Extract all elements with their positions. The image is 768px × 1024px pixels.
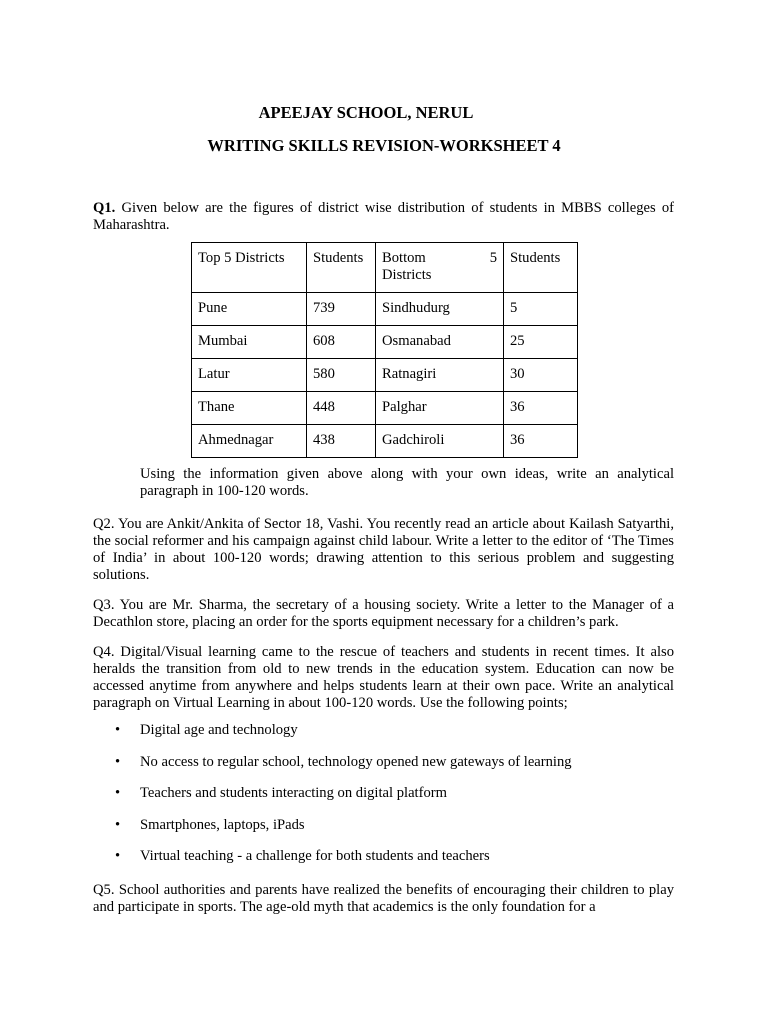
- question-4-points: [93, 722, 572, 880]
- table-cell: 25: [504, 326, 578, 359]
- table-cell: 30: [504, 359, 578, 392]
- table-row: [192, 326, 578, 359]
- table-cell: Ahmednagar: [192, 425, 307, 458]
- list-item-text: No access to regular school, technology opened new gateways of learning: [140, 753, 572, 770]
- question-1: [93, 200, 674, 234]
- table-header-text: Districts: [382, 267, 432, 283]
- table-header-text: 5: [489, 250, 497, 266]
- list-item: [93, 754, 572, 786]
- table-cell: 448: [307, 392, 376, 425]
- list-item-text: Smartphones, laptops, iPads: [140, 816, 305, 833]
- list-item-text: Digital age and technology: [140, 722, 298, 738]
- table-header-row: [192, 243, 578, 293]
- table-header-cell: Students: [504, 243, 578, 293]
- district-table: [191, 242, 578, 458]
- table-cell: 5: [504, 293, 578, 326]
- table-header-cell: Top 5 Districts: [192, 243, 307, 293]
- question-4: Q4. Digital/Visual learning came to the rescue of teachers and students in recent times. It also heralds the transition from old to new trends in the education system. Education can now be accessed anytime from anywhere and helps students learn at their own pace. Write an analytical paragraph on Virtual Learning in about 100-120 words. Use the following points;: [93, 644, 674, 711]
- bullet-icon: •: [115, 753, 121, 770]
- table-cell: 739: [307, 293, 376, 326]
- table-cell: Latur: [192, 359, 307, 392]
- bullet-icon: •: [115, 785, 121, 801]
- table-cell: Osmanabad: [376, 326, 504, 359]
- list-item: [93, 785, 572, 817]
- table-cell: Palghar: [376, 392, 504, 425]
- list-item-text: Teachers and students interacting on digital platform: [140, 785, 447, 801]
- table-cell: 36: [504, 392, 578, 425]
- table-row: [192, 425, 578, 458]
- table-cell: Gadchiroli: [376, 425, 504, 458]
- table-cell: Pune: [192, 293, 307, 326]
- table-cell: Sindhudurg: [376, 293, 504, 326]
- table-header-text: Bottom: [382, 250, 426, 266]
- list-item: [93, 848, 572, 880]
- table-header-cell: Students: [307, 243, 376, 293]
- bullet-icon: •: [115, 848, 121, 864]
- question-1-label: Q1.: [93, 200, 116, 216]
- list-item: [93, 722, 572, 754]
- worksheet-title: WRITING SKILLS REVISION-WORKSHEET 4: [207, 136, 561, 155]
- bullet-icon: •: [115, 816, 121, 833]
- table-cell: Ratnagiri: [376, 359, 504, 392]
- table-row: [192, 293, 578, 326]
- question-1-text: Given below are the figures of district wise distribution of students in MBBS colleges of Maharashtra.: [93, 200, 675, 233]
- list-item-text: Virtual teaching - a challenge for both students and teachers: [140, 848, 490, 864]
- question-1-instruction: Using the information given above along with your own ideas, write an analytical paragraph in 100-120 words.: [140, 466, 674, 499]
- bullet-icon: •: [115, 722, 121, 738]
- question-3: Q3. You are Mr. Sharma, the secretary of a housing society. Write a letter to the Manager of a Decathlon store, placing an order for the sports equipment necessary for a children’s park.: [93, 597, 674, 630]
- table-row: [192, 359, 578, 392]
- question-2: Q2. You are Ankit/Ankita of Sector 18, Vashi. You recently read an article about Kailash Satyarthi, the social reformer and his campaign against child labour. Write a letter to the editor of ‘The Times of India’ in about 100-120 words; drawing attention to this serious problem and suggesting solutions.: [93, 516, 674, 583]
- school-name: APEEJAY SCHOOL, NERUL: [258, 103, 474, 122]
- table-header-cell: [376, 243, 504, 293]
- list-item: [93, 817, 572, 849]
- table-cell: 608: [307, 326, 376, 359]
- table-cell: Mumbai: [192, 326, 307, 359]
- table-cell: 36: [504, 425, 578, 458]
- table-cell: Thane: [192, 392, 307, 425]
- table-row: [192, 392, 578, 425]
- table-cell: 580: [307, 359, 376, 392]
- table-cell: 438: [307, 425, 376, 458]
- question-5: Q5. School authorities and parents have realized the benefits of encouraging their children to play and participate in sports. The age-old myth that academics is the only foundation for a: [93, 882, 674, 915]
